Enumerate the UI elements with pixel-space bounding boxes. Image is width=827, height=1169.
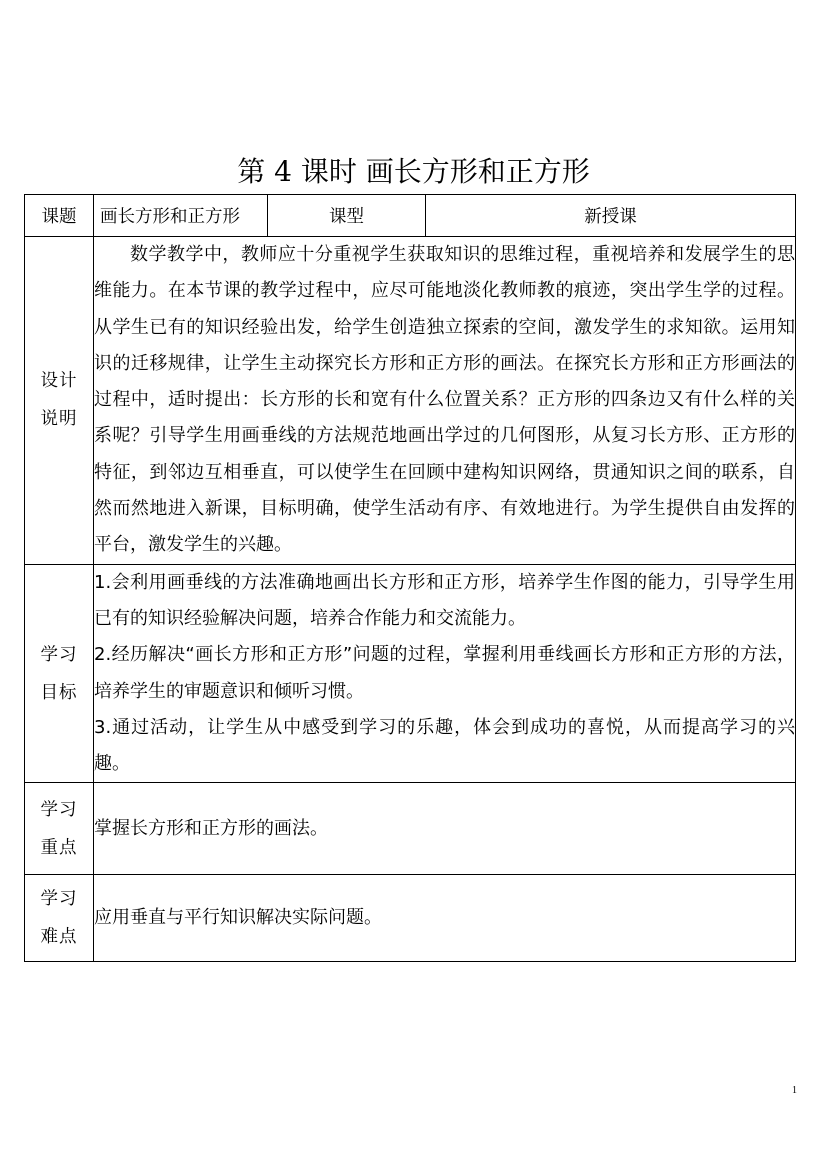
key-points-label-line2: 重点 <box>40 837 78 858</box>
key-points-text: 掌握长方形和正方形的画法。 <box>94 783 796 875</box>
difficulties-label-line1: 学习 <box>40 889 78 910</box>
objectives-label <box>25 564 94 783</box>
header-row <box>25 195 796 237</box>
objective-item: 3.通过活动，让学生从中感受到学习的乐趣，体会到成功的喜悦，从而提高学习的兴趣。 <box>94 716 795 775</box>
page-number: 1 <box>792 1085 797 1096</box>
topic-label: 课题 <box>25 195 94 237</box>
type-value: 新授课 <box>426 195 796 237</box>
key-points-row <box>25 783 796 875</box>
type-label: 课型 <box>268 195 426 237</box>
difficulties-label-line2: 难点 <box>40 927 78 948</box>
design-content <box>94 237 796 565</box>
page-title: 第 4 课时 画长方形和正方形 <box>237 155 590 188</box>
design-label-line2: 说明 <box>40 409 78 430</box>
design-label-line1: 设计 <box>40 371 78 392</box>
difficulties-label <box>25 875 94 962</box>
objectives-row <box>25 564 796 783</box>
objective-item: 2.经历解决“画长方形和正方形”问题的过程，掌握利用垂线画长方形和正方形的方法，培养学生的审题意识和倾听习惯。 <box>94 644 795 702</box>
objective-item: 1.会利用画垂线的方法准确地画出长方形和正方形，培养学生作图的能力，引导学生用已有的知识经验解决问题，培养合作能力和交流能力。 <box>94 571 795 629</box>
design-row <box>25 237 796 565</box>
topic-value: 画长方形和正方形 <box>94 195 268 237</box>
lesson-plan-table <box>24 194 796 962</box>
objectives-content <box>94 564 796 783</box>
objectives-label-line2: 目标 <box>40 682 78 703</box>
design-text: 数学教学中，教师应十分重视学生获取知识的思维过程，重视培养和发展学生的思维能力。在本节课的教学过程中，应尽可能地淡化教师教的痕迹，突出学生学的过程。从学生已有的知识经验出发，给学生创造独立探索的空间，激发学生的求知欲。运用知识的迁移规律，让学生主动探究长方形和正方形的画法。在探究长方形和正方形画法的过程中，适时提出：长方形的长和宽有什么位置关系？正方形的四条边又有什么样的关系呢？引导学生用画垂线的方法规范地画出学过的几何图形，从复习长方形、正方形的特征，到邻边互相垂直，可以使学生在回顾中建构知识网络，贯通知识之间的联系，自然而然地进入新课，目标明确，使学生活动有序、有效地进行。为学生提供自由发挥的平台，激发学生的兴趣。 <box>94 244 795 556</box>
difficulties-text: 应用垂直与平行知识解决实际问题。 <box>94 875 796 962</box>
key-points-label-line1: 学习 <box>40 799 78 820</box>
objectives-label-line1: 学习 <box>40 644 78 665</box>
difficulties-row <box>25 875 796 962</box>
design-label <box>25 237 94 565</box>
key-points-label <box>25 783 94 875</box>
